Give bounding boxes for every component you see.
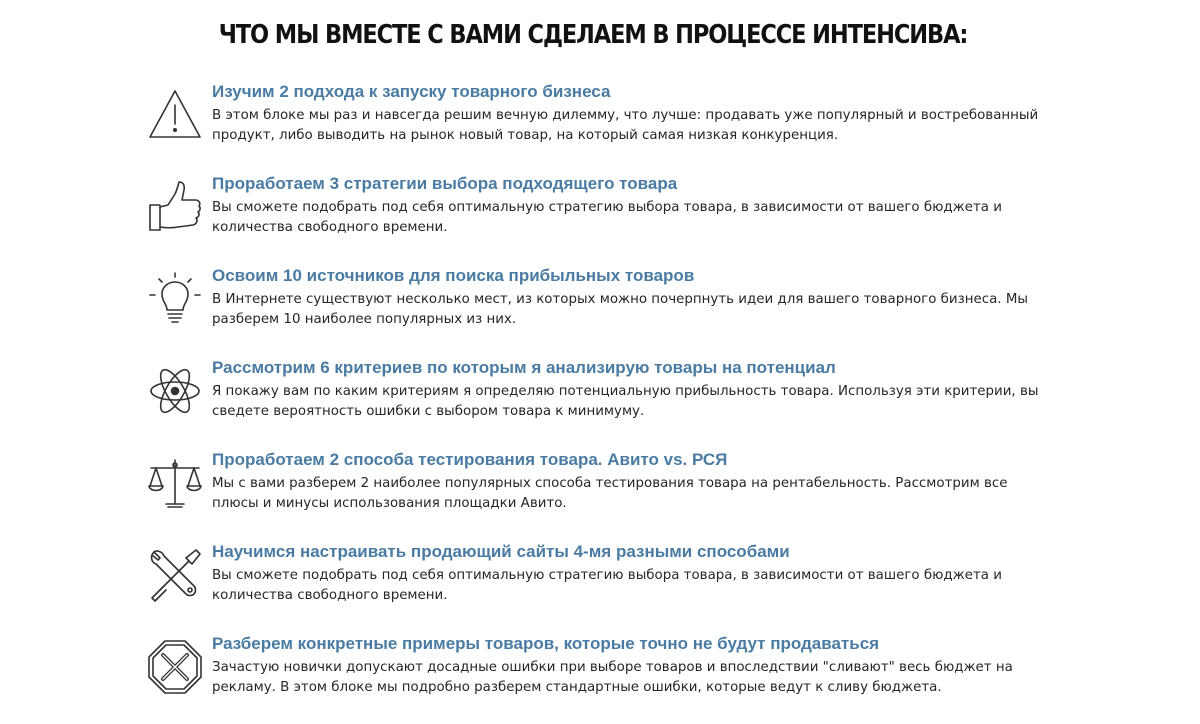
warning-icon [146,86,204,144]
feature-description: Мы с вами разберем 2 наиболее популярных способа тестирования товара на рентабельность. Рассмотрим все плюсы и минусы использования площадки Авито. [212,476,1008,511]
feature-title: Освоим 10 источников для поиска прибыльных товаров [212,266,695,285]
feature-title: Проработаем 3 стратегии выбора подходящего товара [212,174,678,193]
feature-item-approaches [0,82,1200,162]
feature-item-examples [0,634,1200,714]
lightbulb-icon [146,270,204,328]
feature-title: Научимся настраивать продающий сайты 4-мя разными способами [212,542,790,561]
feature-item-strategies [0,174,1200,254]
feature-description: В этом блоке мы раз и навсегда решим вечную дилемму, что лучше: продавать уже популярный и востребованный продукт, либо выводить на рынок новый товар, на который самая низкая конкуренция. [212,108,1039,143]
page-heading: ЧТО МЫ ВМЕСТЕ С ВАМИ СДЕЛАЕМ В ПРОЦЕССЕ ИНТЕНСИВА: [218,20,968,50]
tools-icon [146,546,204,604]
feature-item-criteria [0,358,1200,438]
feature-title: Изучим 2 подхода к запуску товарного бизнеса [212,82,611,101]
feature-description: Зачастую новички допускают досадные ошибки при выборе товаров и впоследствии "сливают" весь бюджет на рекламу. В этом блоке мы подробно разберем стандартные ошибки, которые ведут к сливу бюджета. [212,660,1013,695]
feature-item-websites [0,542,1200,622]
stop-icon [146,638,204,696]
atom-icon [146,362,204,420]
thumbs-up-icon [146,178,204,236]
feature-item-sources [0,266,1200,346]
feature-description: В Интернете существуют несколько мест, из которых можно почерпнуть идеи для вашего товарного бизнеса. Мы разберем 10 наиболее популярных из них. [212,292,1028,327]
feature-description: Вы сможете подобрать под себя оптимальную стратегию выбора товара, в зависимости от вашего бюджета и количества свободного времени. [212,568,1002,603]
feature-title: Разберем конкретные примеры товаров, которые точно не будут продаваться [212,634,880,653]
feature-description: Я покажу вам по каким критериям я определяю потенциальную прибыльность товара. Используя эти критерии, вы сведете вероятность ошибки с выбором товара к минимуму. [212,384,1039,419]
feature-title: Проработаем 2 способа тестирования товара. Авито vs. РСЯ [212,450,728,469]
feature-item-testing [0,450,1200,530]
feature-title: Рассмотрим 6 критериев по которым я анализирую товары на потенциал [212,358,836,377]
scales-icon [146,454,204,512]
feature-description: Вы сможете подобрать под себя оптимальную стратегию выбора товара, в зависимости от вашего бюджета и количества свободного времени. [212,200,1002,235]
